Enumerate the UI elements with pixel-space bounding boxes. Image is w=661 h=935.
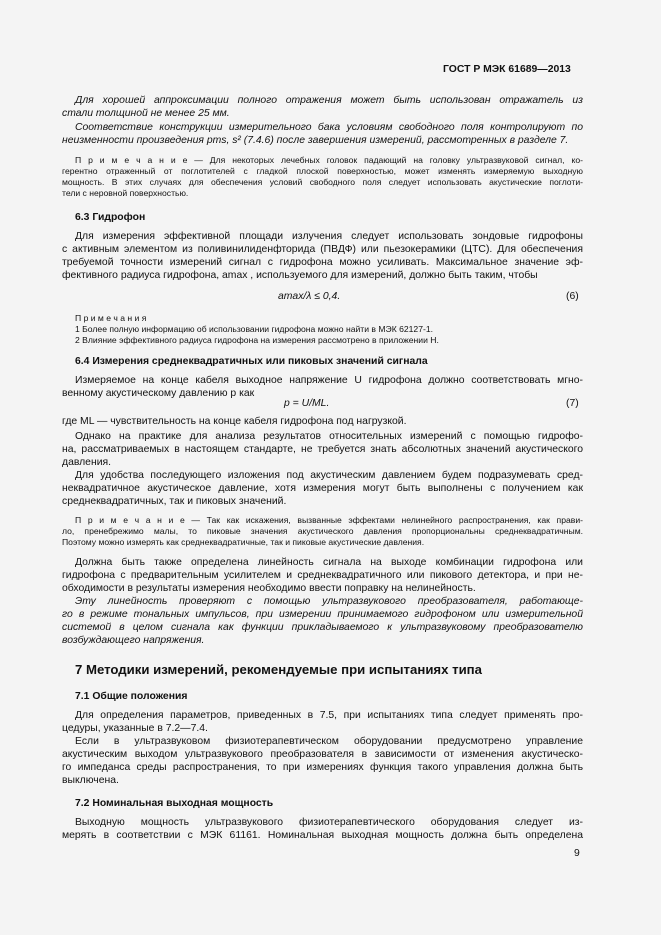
text-line: на, рассматриваемых в настоящем стандарте, не требуется знать абсолютных значений акустического (62, 444, 583, 455)
section-heading-7-2: 7.2 Номинальная выходная мощность (75, 798, 274, 809)
text-line: с активным элементом из поливинилиденфторида (ПВДФ) или пьезокерамики (ЦТС). Для обеспечения (62, 244, 583, 255)
text-line: выключена. (62, 775, 119, 786)
section-heading-6-3: 6.3 Гидрофон (75, 212, 146, 223)
equation-formula: p = U/ML. (284, 398, 330, 409)
text-line: неизменности произведения pms, s² (7.4.6) после завершения измерений, рассмотренных в разделе 7. (62, 135, 569, 146)
text-line: цедуры, указанные в 7.2—7.4. (62, 723, 208, 734)
sensitivity-definition: где ML — чувствительность на конце кабеля гидрофона под нагрузкой. (62, 416, 407, 427)
text-line: Выходную мощность ультразвукового физиотерапевтического оборудования следует из- (75, 817, 583, 828)
equation-formula: amax/λ ≤ 0,4. (278, 291, 341, 302)
text-line: Для измерения эффективной площади излучения следует использовать зондовые гидрофоны (75, 231, 583, 242)
text-line: Должна быть также определена линейность сигнала на выходе комбинации гидрофона или (75, 557, 583, 568)
equation-number: (7) (566, 398, 579, 409)
note-line: П р и м е ч а н и е — Так как искажения, вызванные эффектами нелинейного распространения, как прави- (75, 515, 583, 525)
text-line: системой в целом сигнала как функции прикладываемого к ультразвуковому преобразователю (62, 622, 583, 633)
text-line: Для определения параметров, приведенных в 7.5, при испытаниях типа следует применять про- (75, 710, 583, 721)
text-line: обходимости в результаты измерения необходимо ввести поправку на нелинейность. (62, 583, 476, 594)
text-line: го в режиме тональных импульсов, при измерении принимаемого гидрофоном или измерительной (62, 609, 583, 620)
text-line: требуемой точности измерений сигнал с гидрофона можно усиливать. Максимальное значение эф- (62, 257, 583, 268)
section-heading-7: 7 Методики измерений, рекомендуемые при испытаниях типа (75, 662, 482, 677)
text-line: фективного радиуса гидрофона, amax , используемого для измерений, должно быть таким, чтобы (62, 270, 538, 281)
note-item: 2 Влияние эффективного радиуса гидрофона на измерения рассмотрено в приложении Н. (75, 335, 439, 345)
text-line: стали толщиной не менее 25 мм. (62, 108, 230, 119)
text-line: акустическим выходом ультразвукового преобразователя в зависимости от изменения акустическо- (62, 749, 583, 760)
note-line: герентно отраженный от поглотителей с гладкой плоской поверхностью, может изменять измеряемую выходную (62, 166, 583, 176)
note-line: мощность. В этих случаях для обеспечения условий свободного поля следует использовать акустические поглоти- (62, 177, 583, 187)
text-line: Для удобства последующего изложения под акустическим давлением будем подразумевать сред- (75, 470, 583, 481)
text-line: го импеданса среды распространения, то при измерениях функция такого управления должна быть (62, 762, 583, 773)
notes-title: П р и м е ч а н и я (75, 313, 147, 323)
text-line: Соответствие конструкции измерительного бака условиям свободного поля контролируют по (75, 122, 583, 133)
text-line: Однако на практике для анализа результатов относительных измерений с помощью гидрофо- (75, 431, 583, 442)
text-line: Измеряемое на конце кабеля выходное напряжение U гидрофона должно соответствовать мгно- (75, 375, 583, 386)
text-line: давления. (62, 457, 112, 468)
text-line: венному акустическому давлению p как (62, 388, 255, 399)
text-line: Для хорошей аппроксимации полного отражения может быть использован отражатель из (75, 95, 583, 106)
text-line: Эту линейность проверяют с помощью ультразвукового преобразователя, работающе- (75, 596, 583, 607)
note-line: Поэтому можно измерять как среднеквадратичные, так и пиковые акустические давления. (62, 537, 425, 547)
section-heading-7-1: 7.1 Общие положения (75, 691, 188, 702)
page-number: 9 (574, 848, 580, 859)
text-line: гидрофона с предварительным усилителем и среднеквадратичного или пикового детектора, и при не- (62, 570, 583, 581)
document-header: ГОСТ Р МЭК 61689—2013 (443, 64, 571, 75)
text-line: возбуждающего напряжения. (62, 635, 205, 646)
text-line: неквадратичное акустическое давление, хотя измерения могут быть выполнены с получением как (62, 483, 583, 494)
note-line: П р и м е ч а н и е — Для некоторых лечебных головок падающий на головку ультразвуковой сигнал, ко- (75, 155, 583, 165)
equation-number: (6) (566, 291, 579, 302)
text-line: мерять в соответствии с МЭК 61161. Номинальная выходная мощность должна быть определена (62, 830, 583, 841)
section-heading-6-4: 6.4 Измерения среднеквадратичных или пиковых значений сигнала (75, 356, 428, 367)
text-line: среднеквадратичных, так и пиковых значений. (62, 496, 287, 507)
note-line: ло, пренебрежимо малы, то пиковые значения акустического давления пропорциональны среднеквадратичным. (62, 526, 583, 536)
note-item: 1 Более полную информацию об использовании гидрофона можно найти в МЭК 62127-1. (75, 324, 434, 334)
text-line: Если в ультразвуковом физиотерапевтическом оборудовании предусмотрено управление (75, 736, 583, 747)
note-line: тели с неровной поверхностью. (62, 188, 189, 198)
